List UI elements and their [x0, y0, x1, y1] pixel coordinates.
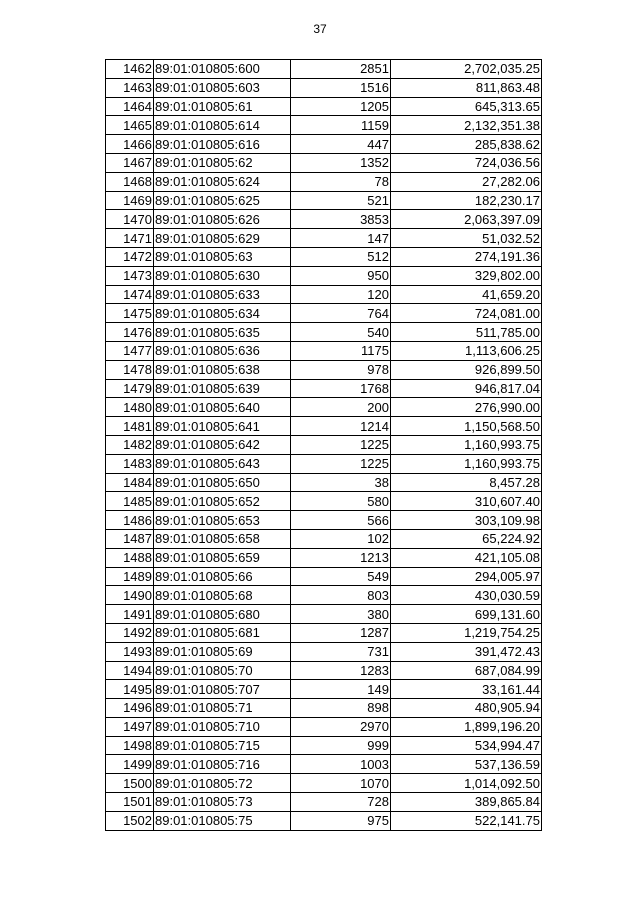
- table-row: [106, 699, 542, 718]
- table-row: [106, 417, 542, 436]
- table-row: [106, 511, 542, 530]
- cadastral-number-cell: 89:01:010805:652: [154, 492, 291, 511]
- area-value-cell: 1159: [291, 116, 391, 135]
- cost-value-cell: 51,032.52: [391, 229, 542, 248]
- area-value-cell: 764: [291, 304, 391, 323]
- cost-value-cell: 27,282.06: [391, 172, 542, 191]
- cost-value-cell: 2,702,035.25: [391, 60, 542, 79]
- cadastral-number-cell: 89:01:010805:625: [154, 191, 291, 210]
- area-value-cell: 149: [291, 680, 391, 699]
- table-row: [106, 736, 542, 755]
- cadastral-number-cell: 89:01:010805:630: [154, 266, 291, 285]
- table-row: [106, 623, 542, 642]
- cost-value-cell: 391,472.43: [391, 642, 542, 661]
- cost-value-cell: 1,160,993.75: [391, 454, 542, 473]
- area-value-cell: 102: [291, 529, 391, 548]
- row-number-cell: 1482: [106, 435, 154, 454]
- cost-value-cell: 65,224.92: [391, 529, 542, 548]
- row-number-cell: 1475: [106, 304, 154, 323]
- area-value-cell: 1352: [291, 153, 391, 172]
- cost-value-cell: 274,191.36: [391, 247, 542, 266]
- cadastral-number-cell: 89:01:010805:624: [154, 172, 291, 191]
- cadastral-number-cell: 89:01:010805:635: [154, 323, 291, 342]
- table-row: [106, 680, 542, 699]
- cadastral-number-cell: 89:01:010805:75: [154, 811, 291, 830]
- cost-value-cell: 182,230.17: [391, 191, 542, 210]
- table-row: [106, 78, 542, 97]
- cadastral-number-cell: 89:01:010805:680: [154, 605, 291, 624]
- cost-value-cell: 946,817.04: [391, 379, 542, 398]
- table-row: [106, 548, 542, 567]
- row-number-cell: 1499: [106, 755, 154, 774]
- table-row: [106, 642, 542, 661]
- cost-value-cell: 926,899.50: [391, 360, 542, 379]
- table-body: [106, 60, 542, 831]
- table-row: [106, 567, 542, 586]
- cost-value-cell: 41,659.20: [391, 285, 542, 304]
- cadastral-number-cell: 89:01:010805:636: [154, 341, 291, 360]
- cadastral-number-cell: 89:01:010805:629: [154, 229, 291, 248]
- table-row: [106, 529, 542, 548]
- table-row: [106, 360, 542, 379]
- area-value-cell: 1070: [291, 774, 391, 793]
- cost-value-cell: 8,457.28: [391, 473, 542, 492]
- table-row: [106, 60, 542, 79]
- row-number-cell: 1484: [106, 473, 154, 492]
- table-row: [106, 135, 542, 154]
- area-value-cell: 1287: [291, 623, 391, 642]
- table-row: [106, 473, 542, 492]
- cadastral-number-cell: 89:01:010805:634: [154, 304, 291, 323]
- cadastral-number-cell: 89:01:010805:72: [154, 774, 291, 793]
- area-value-cell: 1214: [291, 417, 391, 436]
- table-row: [106, 435, 542, 454]
- table-row: [106, 247, 542, 266]
- table-row: [106, 97, 542, 116]
- cost-value-cell: 1,160,993.75: [391, 435, 542, 454]
- cost-value-cell: 1,899,196.20: [391, 717, 542, 736]
- cadastral-number-cell: 89:01:010805:659: [154, 548, 291, 567]
- row-number-cell: 1471: [106, 229, 154, 248]
- row-number-cell: 1474: [106, 285, 154, 304]
- cadastral-number-cell: 89:01:010805:626: [154, 210, 291, 229]
- cadastral-table: [105, 59, 542, 831]
- row-number-cell: 1480: [106, 398, 154, 417]
- area-value-cell: 549: [291, 567, 391, 586]
- cadastral-number-cell: 89:01:010805:641: [154, 417, 291, 436]
- table-row: [106, 793, 542, 812]
- table-row: [106, 341, 542, 360]
- cost-value-cell: 699,131.60: [391, 605, 542, 624]
- cost-value-cell: 276,990.00: [391, 398, 542, 417]
- area-value-cell: 380: [291, 605, 391, 624]
- row-number-cell: 1488: [106, 548, 154, 567]
- area-value-cell: 147: [291, 229, 391, 248]
- row-number-cell: 1498: [106, 736, 154, 755]
- row-number-cell: 1489: [106, 567, 154, 586]
- cadastral-number-cell: 89:01:010805:639: [154, 379, 291, 398]
- cadastral-number-cell: 89:01:010805:68: [154, 586, 291, 605]
- cost-value-cell: 1,113,606.25: [391, 341, 542, 360]
- area-value-cell: 200: [291, 398, 391, 417]
- area-value-cell: 950: [291, 266, 391, 285]
- row-number-cell: 1466: [106, 135, 154, 154]
- cost-value-cell: 285,838.62: [391, 135, 542, 154]
- row-number-cell: 1481: [106, 417, 154, 436]
- table-row: [106, 304, 542, 323]
- table-row: [106, 774, 542, 793]
- cost-value-cell: 511,785.00: [391, 323, 542, 342]
- row-number-cell: 1477: [106, 341, 154, 360]
- cost-value-cell: 534,994.47: [391, 736, 542, 755]
- row-number-cell: 1492: [106, 623, 154, 642]
- table-row: [106, 191, 542, 210]
- cadastral-number-cell: 89:01:010805:642: [154, 435, 291, 454]
- row-number-cell: 1497: [106, 717, 154, 736]
- cost-value-cell: 430,030.59: [391, 586, 542, 605]
- area-value-cell: 447: [291, 135, 391, 154]
- cost-value-cell: 389,865.84: [391, 793, 542, 812]
- area-value-cell: 898: [291, 699, 391, 718]
- area-value-cell: 38: [291, 473, 391, 492]
- cadastral-number-cell: 89:01:010805:614: [154, 116, 291, 135]
- cadastral-number-cell: 89:01:010805:600: [154, 60, 291, 79]
- cost-value-cell: 303,109.98: [391, 511, 542, 530]
- area-value-cell: 999: [291, 736, 391, 755]
- cadastral-number-cell: 89:01:010805:640: [154, 398, 291, 417]
- table-row: [106, 323, 542, 342]
- table-row: [106, 266, 542, 285]
- cost-value-cell: 724,081.00: [391, 304, 542, 323]
- cadastral-number-cell: 89:01:010805:69: [154, 642, 291, 661]
- row-number-cell: 1493: [106, 642, 154, 661]
- cadastral-number-cell: 89:01:010805:616: [154, 135, 291, 154]
- area-value-cell: 1225: [291, 435, 391, 454]
- row-number-cell: 1501: [106, 793, 154, 812]
- row-number-cell: 1502: [106, 811, 154, 830]
- row-number-cell: 1494: [106, 661, 154, 680]
- cost-value-cell: 421,105.08: [391, 548, 542, 567]
- cadastral-number-cell: 89:01:010805:681: [154, 623, 291, 642]
- cost-value-cell: 1,014,092.50: [391, 774, 542, 793]
- cost-value-cell: 687,084.99: [391, 661, 542, 680]
- cadastral-number-cell: 89:01:010805:70: [154, 661, 291, 680]
- row-number-cell: 1463: [106, 78, 154, 97]
- cost-value-cell: 2,132,351.38: [391, 116, 542, 135]
- cost-value-cell: 645,313.65: [391, 97, 542, 116]
- table-row: [106, 285, 542, 304]
- cost-value-cell: 1,150,568.50: [391, 417, 542, 436]
- cadastral-number-cell: 89:01:010805:710: [154, 717, 291, 736]
- row-number-cell: 1496: [106, 699, 154, 718]
- area-value-cell: 540: [291, 323, 391, 342]
- cost-value-cell: 310,607.40: [391, 492, 542, 511]
- area-value-cell: 731: [291, 642, 391, 661]
- table-row: [106, 755, 542, 774]
- row-number-cell: 1495: [106, 680, 154, 699]
- row-number-cell: 1479: [106, 379, 154, 398]
- cost-value-cell: 724,036.56: [391, 153, 542, 172]
- area-value-cell: 1175: [291, 341, 391, 360]
- cost-value-cell: 537,136.59: [391, 755, 542, 774]
- area-value-cell: 1213: [291, 548, 391, 567]
- row-number-cell: 1500: [106, 774, 154, 793]
- area-value-cell: 2970: [291, 717, 391, 736]
- cost-value-cell: 811,863.48: [391, 78, 542, 97]
- cadastral-number-cell: 89:01:010805:62: [154, 153, 291, 172]
- table-row: [106, 717, 542, 736]
- page-number: 37: [313, 22, 327, 36]
- area-value-cell: 728: [291, 793, 391, 812]
- row-number-cell: 1465: [106, 116, 154, 135]
- table-row: [106, 605, 542, 624]
- area-value-cell: 975: [291, 811, 391, 830]
- row-number-cell: 1472: [106, 247, 154, 266]
- row-number-cell: 1485: [106, 492, 154, 511]
- row-number-cell: 1490: [106, 586, 154, 605]
- area-value-cell: 978: [291, 360, 391, 379]
- row-number-cell: 1487: [106, 529, 154, 548]
- cost-value-cell: 33,161.44: [391, 680, 542, 699]
- area-value-cell: 1225: [291, 454, 391, 473]
- area-value-cell: 1768: [291, 379, 391, 398]
- area-value-cell: 1003: [291, 755, 391, 774]
- area-value-cell: 1205: [291, 97, 391, 116]
- row-number-cell: 1473: [106, 266, 154, 285]
- cost-value-cell: 480,905.94: [391, 699, 542, 718]
- cadastral-number-cell: 89:01:010805:650: [154, 473, 291, 492]
- table-row: [106, 661, 542, 680]
- area-value-cell: 512: [291, 247, 391, 266]
- table-row: [106, 492, 542, 511]
- cadastral-number-cell: 89:01:010805:658: [154, 529, 291, 548]
- area-value-cell: 580: [291, 492, 391, 511]
- cadastral-number-cell: 89:01:010805:73: [154, 793, 291, 812]
- table-row: [106, 229, 542, 248]
- row-number-cell: 1462: [106, 60, 154, 79]
- row-number-cell: 1483: [106, 454, 154, 473]
- table-row: [106, 398, 542, 417]
- cadastral-number-cell: 89:01:010805:63: [154, 247, 291, 266]
- area-value-cell: 566: [291, 511, 391, 530]
- cadastral-number-cell: 89:01:010805:66: [154, 567, 291, 586]
- row-number-cell: 1468: [106, 172, 154, 191]
- area-value-cell: 120: [291, 285, 391, 304]
- row-number-cell: 1476: [106, 323, 154, 342]
- cost-value-cell: 2,063,397.09: [391, 210, 542, 229]
- cadastral-number-cell: 89:01:010805:71: [154, 699, 291, 718]
- area-value-cell: 3853: [291, 210, 391, 229]
- table-row: [106, 454, 542, 473]
- cost-value-cell: 329,802.00: [391, 266, 542, 285]
- row-number-cell: 1486: [106, 511, 154, 530]
- table-row: [106, 153, 542, 172]
- row-number-cell: 1478: [106, 360, 154, 379]
- row-number-cell: 1470: [106, 210, 154, 229]
- row-number-cell: 1464: [106, 97, 154, 116]
- area-value-cell: 78: [291, 172, 391, 191]
- cadastral-number-cell: 89:01:010805:603: [154, 78, 291, 97]
- cost-value-cell: 522,141.75: [391, 811, 542, 830]
- cost-value-cell: 1,219,754.25: [391, 623, 542, 642]
- table-row: [106, 172, 542, 191]
- cadastral-number-cell: 89:01:010805:638: [154, 360, 291, 379]
- table-row: [106, 210, 542, 229]
- table-row: [106, 116, 542, 135]
- cadastral-number-cell: 89:01:010805:715: [154, 736, 291, 755]
- cadastral-number-cell: 89:01:010805:61: [154, 97, 291, 116]
- area-value-cell: 2851: [291, 60, 391, 79]
- cadastral-number-cell: 89:01:010805:643: [154, 454, 291, 473]
- cadastral-number-cell: 89:01:010805:653: [154, 511, 291, 530]
- row-number-cell: 1469: [106, 191, 154, 210]
- area-value-cell: 1516: [291, 78, 391, 97]
- row-number-cell: 1467: [106, 153, 154, 172]
- cadastral-number-cell: 89:01:010805:707: [154, 680, 291, 699]
- row-number-cell: 1491: [106, 605, 154, 624]
- area-value-cell: 521: [291, 191, 391, 210]
- table-row: [106, 811, 542, 830]
- cadastral-number-cell: 89:01:010805:716: [154, 755, 291, 774]
- cost-value-cell: 294,005.97: [391, 567, 542, 586]
- area-value-cell: 803: [291, 586, 391, 605]
- area-value-cell: 1283: [291, 661, 391, 680]
- table-row: [106, 379, 542, 398]
- table-row: [106, 586, 542, 605]
- cadastral-number-cell: 89:01:010805:633: [154, 285, 291, 304]
